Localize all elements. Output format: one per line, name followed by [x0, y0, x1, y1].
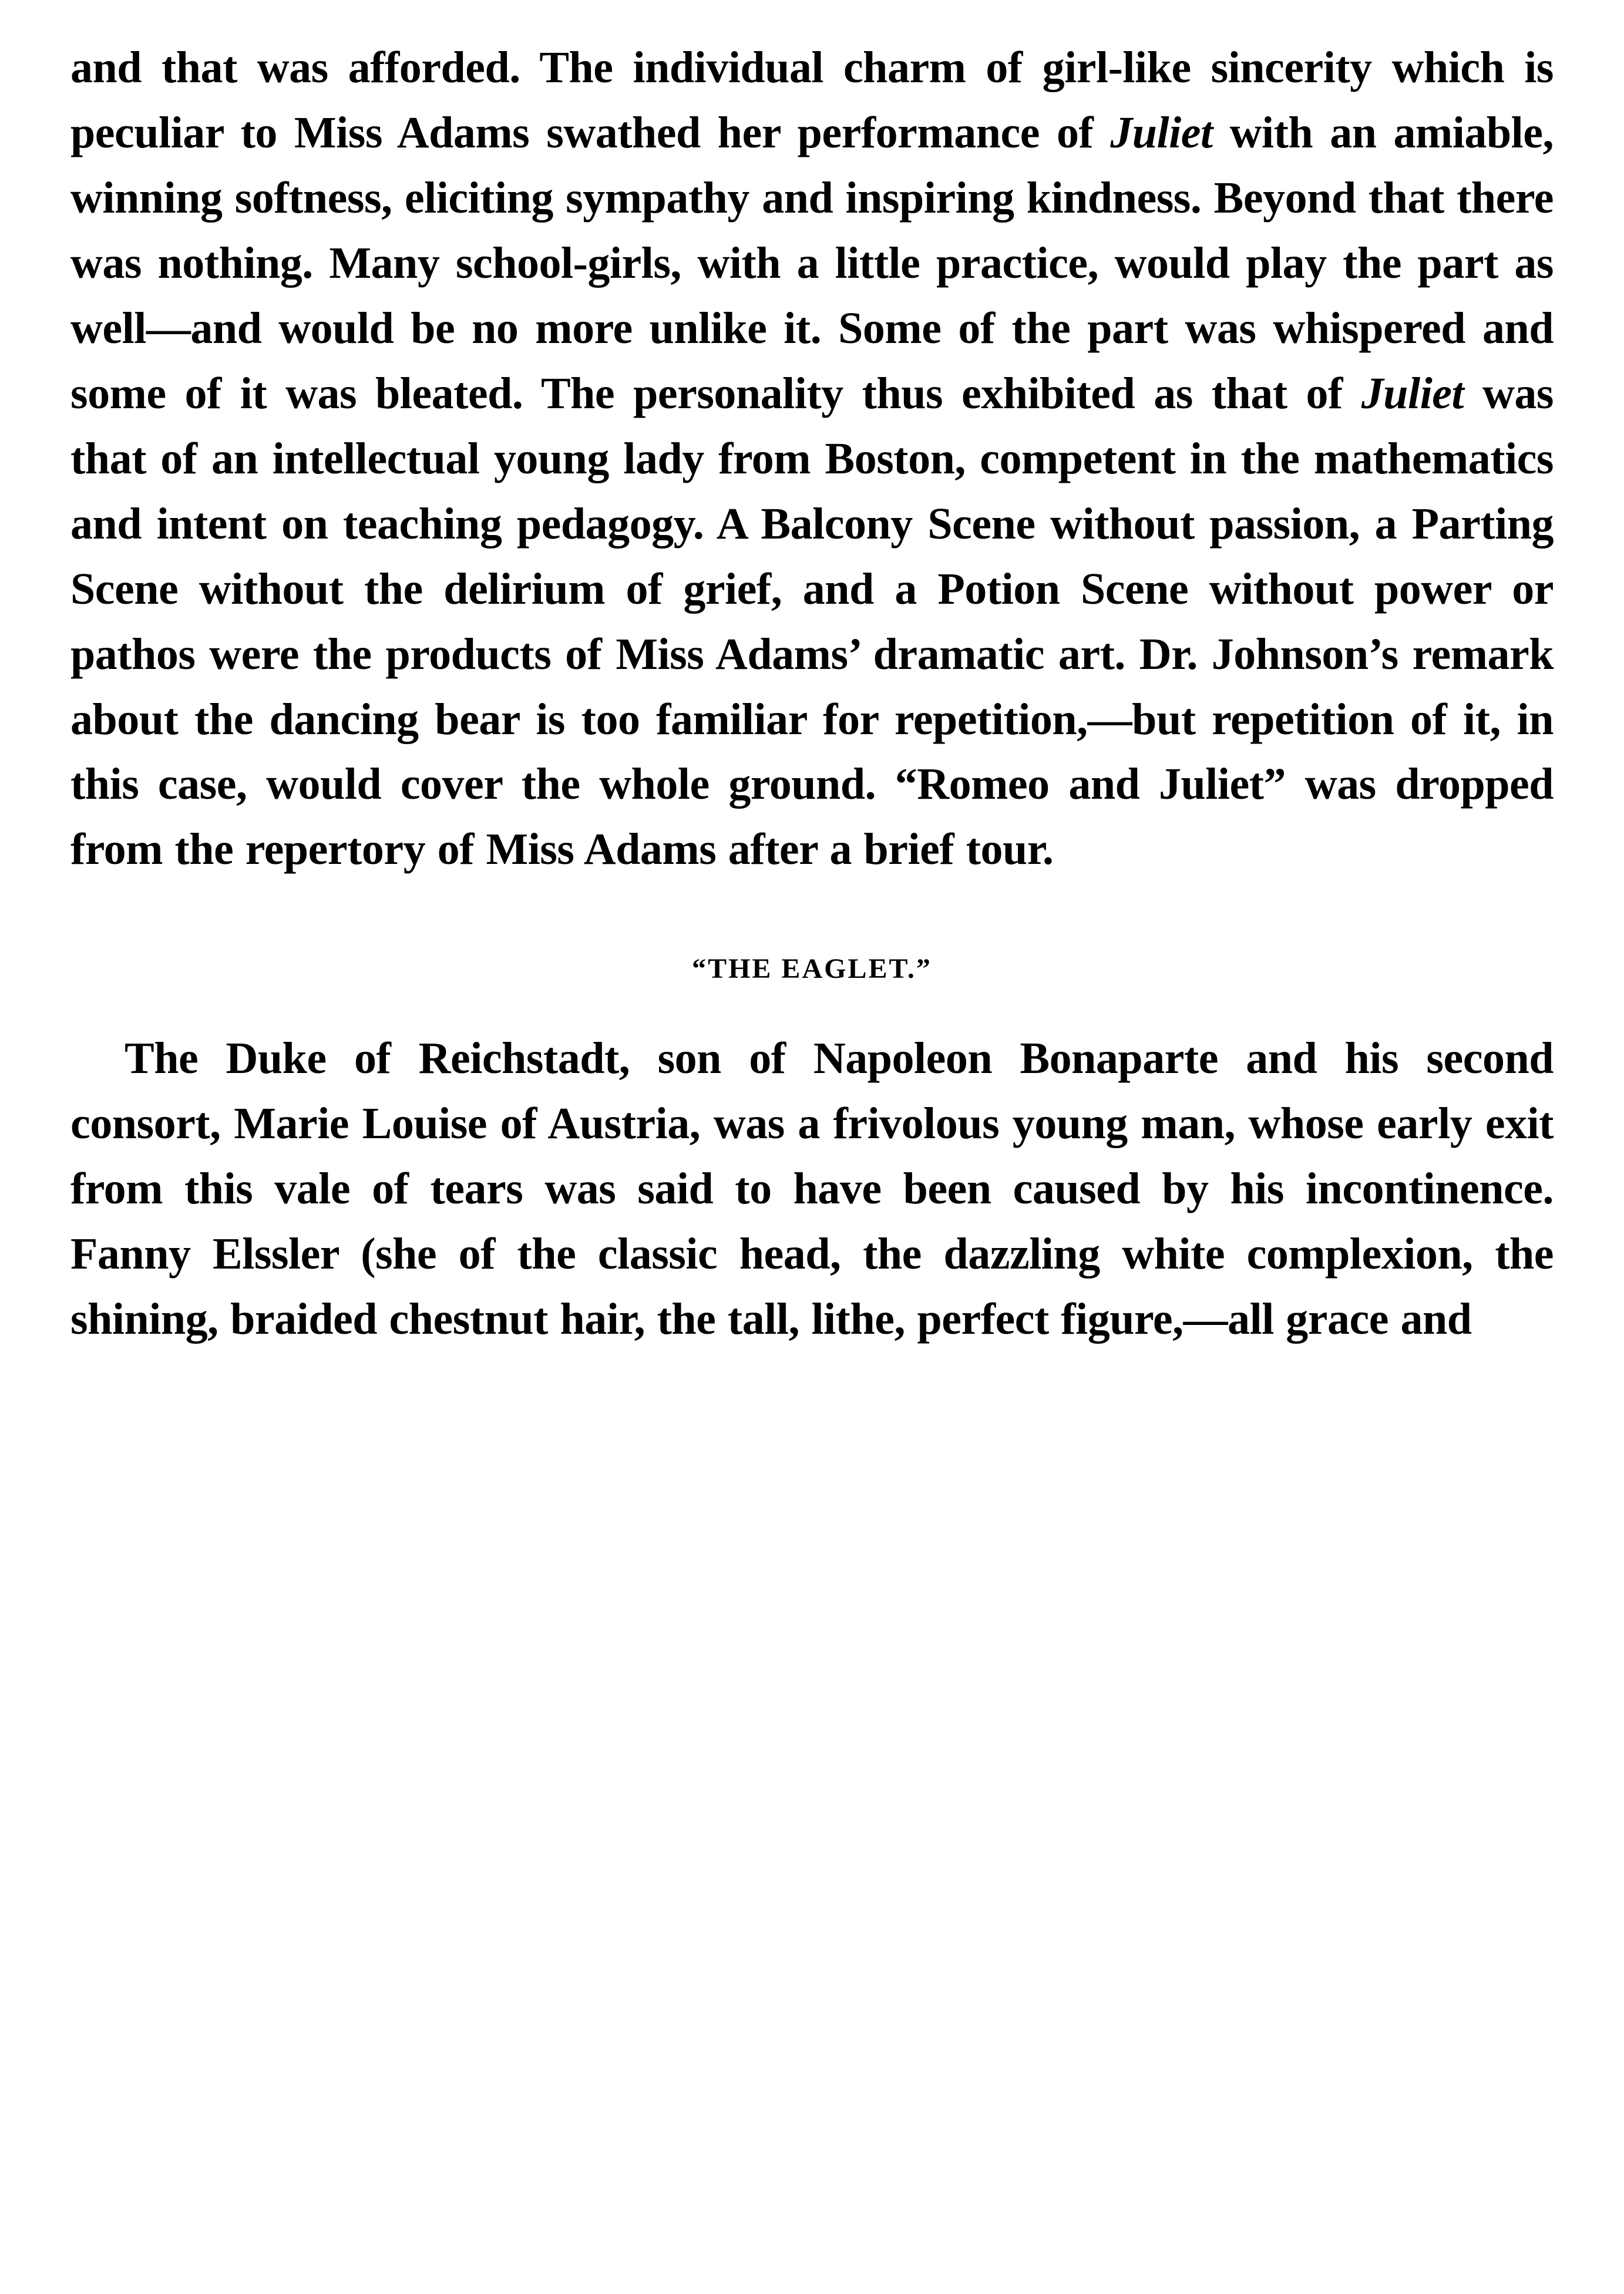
paragraph-the-eaglet-opening: The Duke of Reichstadt, son of Napoleon Bonaparte and his second consort, Marie Louise of Austria, was a frivolous young man, whose early exit from this vale of tears was said to have been caused by his incontinence. Fanny Elssler (she of the classic head, the dazzling white complexion, the shining, braided chestnut hair, the tall, lithe, perfect figure,—all grace and — [70, 1034, 1554, 1344]
paragraph-segment-italic-juliet-1: Juliet — [1110, 107, 1213, 157]
paragraph-segment-text-1: and that was afforded. The individual charm of girl-like sincerity which is peculiar to Miss Adams swathed her performance of — [70, 43, 1554, 157]
paragraph-segment-italic-juliet-2: Juliet — [1361, 368, 1464, 418]
section-heading-the-eaglet: “THE EAGLET.” — [692, 953, 932, 985]
paragraph-segment-text-3: was that of an intellectual young lady from Boston, competent in the mathematics and intent on teaching pedagogy. A Balcony Scene without passion, a Parting Scene without the delirium of grief, and a Potion Scene without power or pathos were the products of Miss Adams’ dramatic art. Dr. Johnson’s remark about the dancing bear is too familiar for repetition,—but repetition of it, in this case, would cover the whole ground. “Romeo and Juliet” was dropped from the repertory of Miss Adams after a brief tour. — [70, 368, 1554, 874]
paragraph-romeo-and-juliet-review — [70, 35, 1554, 882]
paragraph-segment-text-2: with an amiable, winning softness, eliciting sympathy and inspiring kindness. Beyond that there was nothing. Many school-girls, with a little practice, would play the part as well—and would be no more unlike it. Some of the part was whispered and some of it was bleated. The personality thus exhibited as that of — [70, 107, 1554, 418]
